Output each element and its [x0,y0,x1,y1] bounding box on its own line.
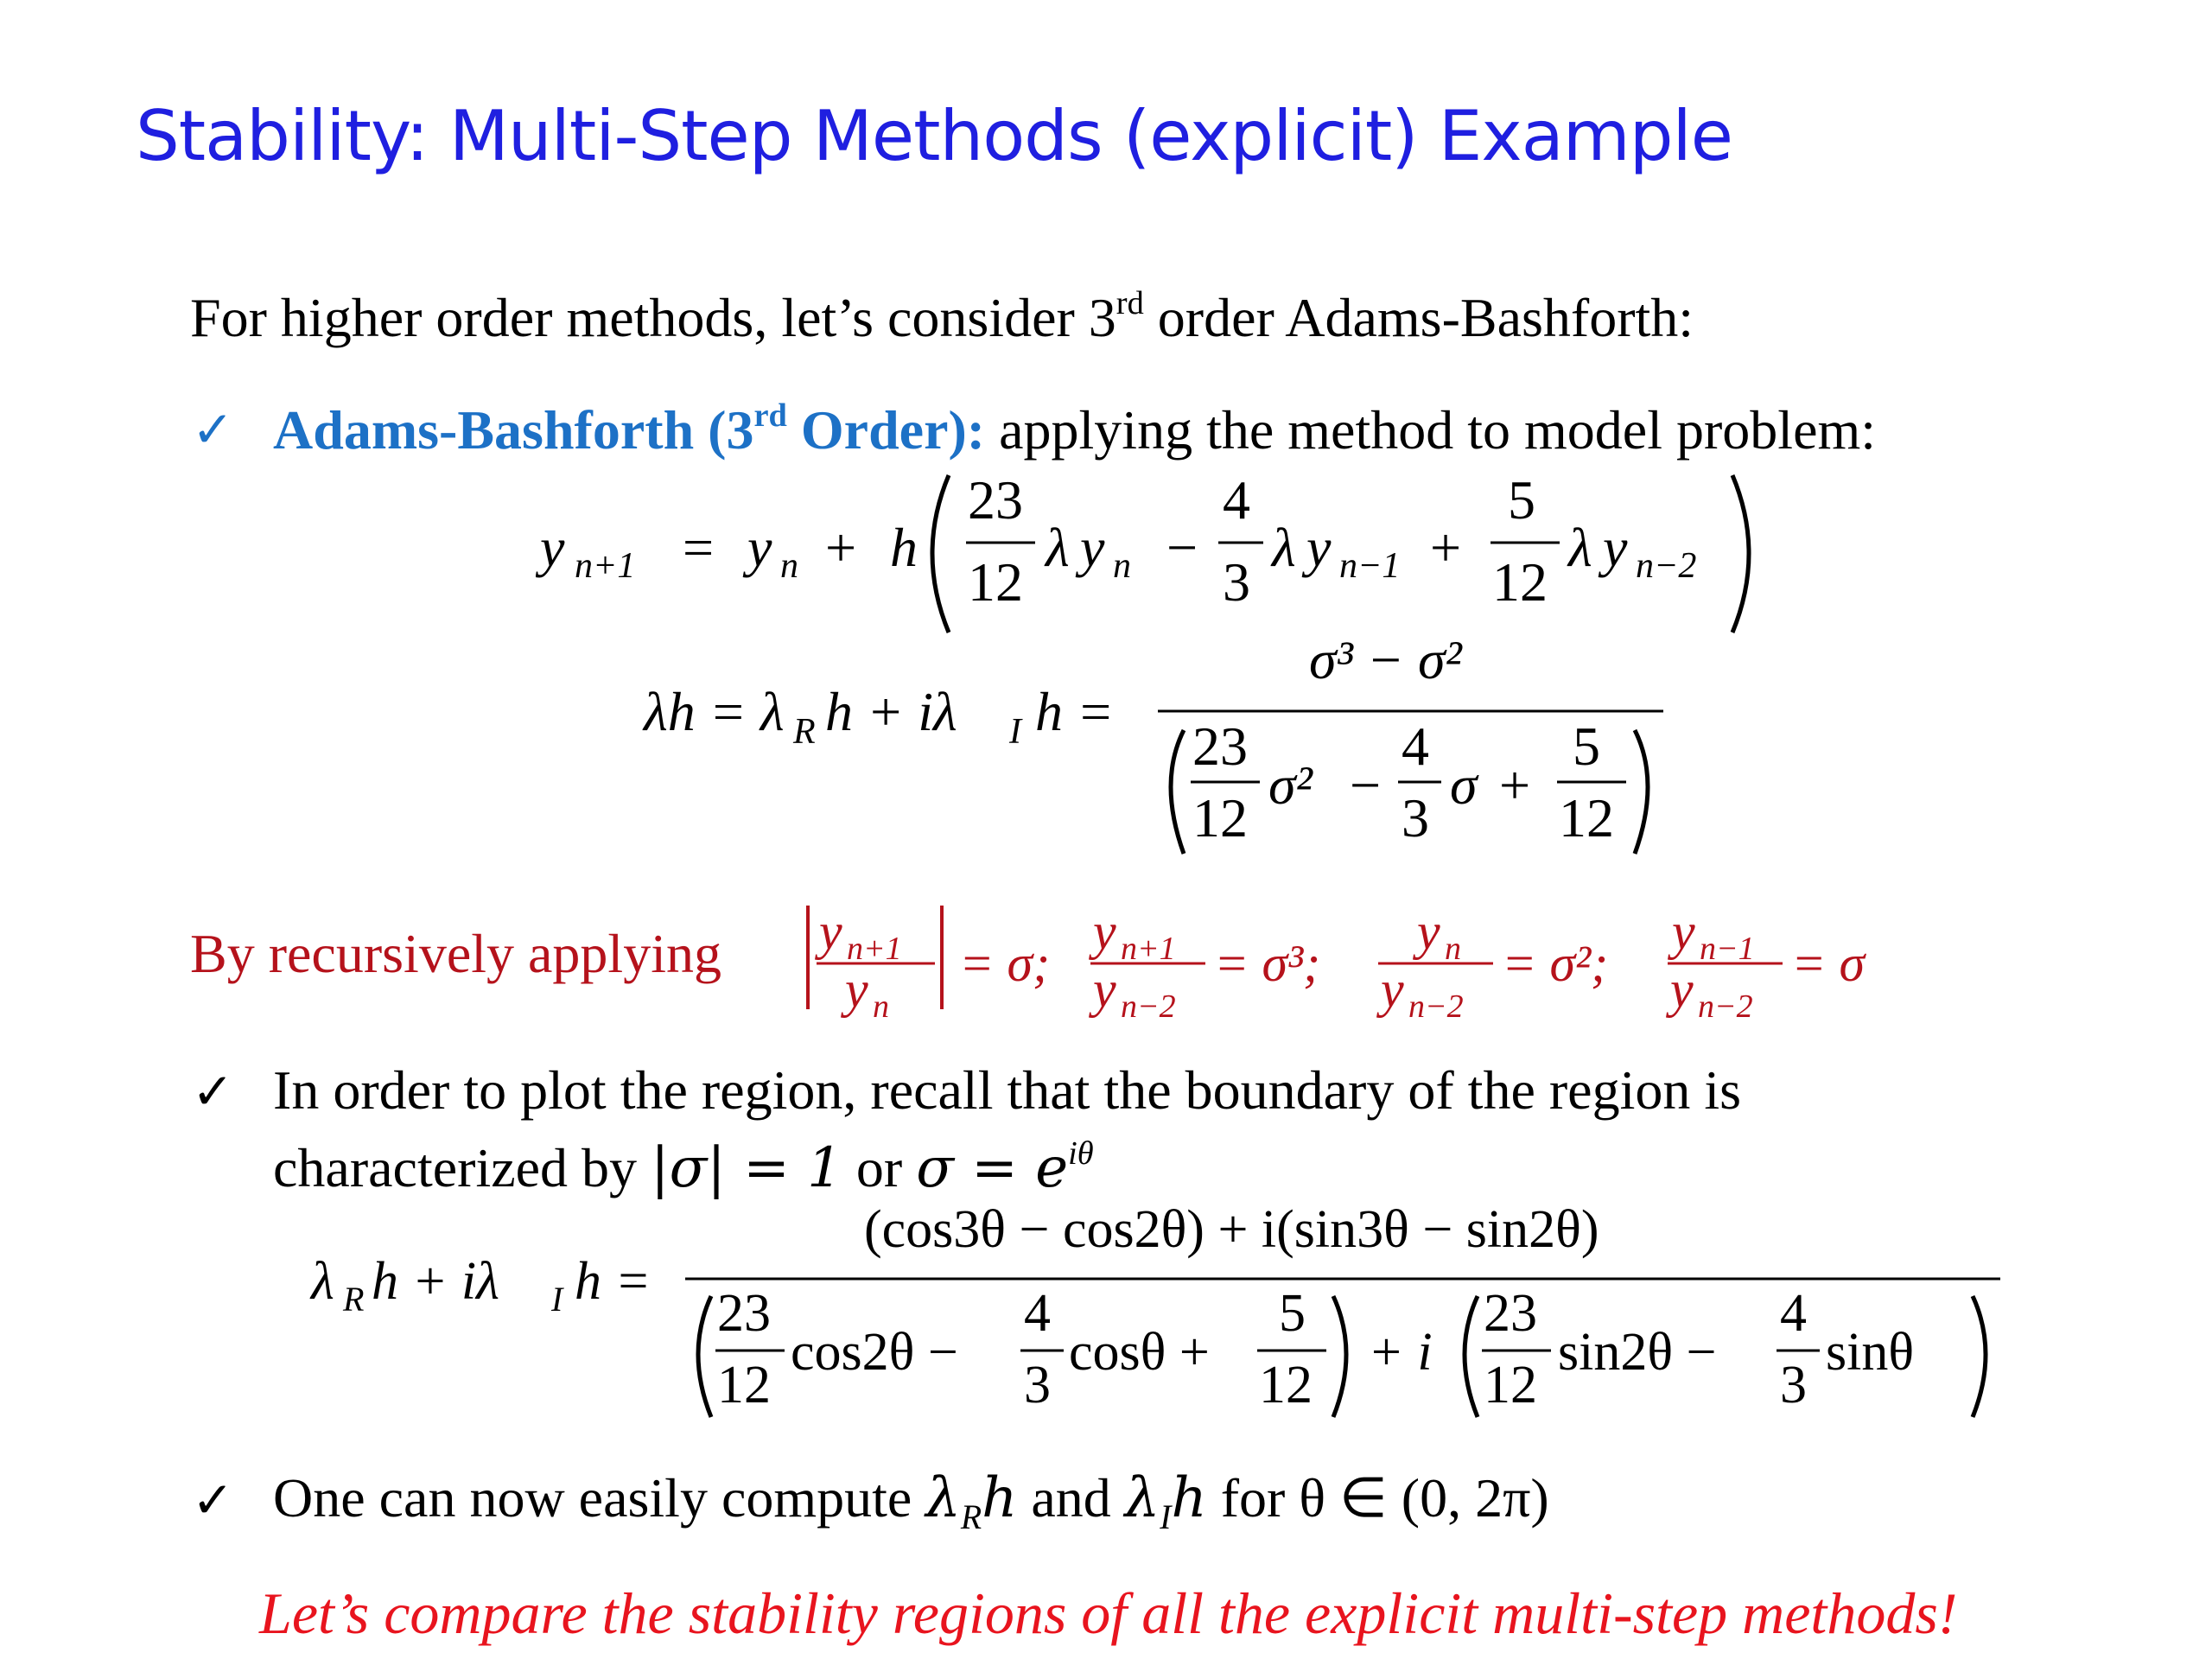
bullet3-m3: θ ∈ (0, 2π) [1299,1467,1549,1529]
bullet3-lead: One can now easily compute [273,1467,926,1529]
check-mark-icon: ✓ [192,1471,234,1529]
abs-num: y [819,903,842,960]
eq1-frac3-den: 12 [1492,551,1548,613]
eq-sigma3: = σ³; [1214,935,1321,992]
f1-num-sub: n+1 [1121,931,1176,967]
eq3-f4-den: 12 [1484,1356,1537,1414]
intro-before: For higher order methods, let’s consider 3 [190,287,1116,348]
f2-num: y [1417,903,1440,960]
bullet1-label-b: Order): [786,399,986,461]
eq-sigma2: = σ²; [1502,935,1609,992]
eq2-d-minus: − [1350,754,1382,816]
bullet1-label-sup: rd [753,397,787,434]
eq2-d-frac3-den: 12 [1559,787,1614,849]
eq1-right-paren [1732,475,1749,632]
eq2-numerator: σ³ − σ² [1309,639,1462,690]
eq3-f3-den: 12 [1259,1356,1313,1414]
eq1-frac3-num: 5 [1508,469,1535,531]
eq2-d-frac1-den: 12 [1192,787,1248,849]
eq3-lhs-end: h = [575,1252,652,1311]
eq1-lambda1: λ [1046,517,1070,578]
intro-sup: rd [1116,284,1144,321]
eq1-plus: + [825,517,857,578]
eq1-lambda2: λ [1272,517,1296,578]
equation-adams-bashforth [536,467,1849,639]
eq1-frac1-den: 12 [968,551,1023,613]
eq1-frac2-num: 4 [1223,469,1250,531]
eq3-f5-den: 3 [1780,1356,1807,1414]
eq1-y3: y [1603,517,1628,578]
bullet2-or: or [842,1137,917,1198]
eq2-lhs-mid: h + iλ [825,681,957,742]
f3-num-sub: n−1 [1700,931,1755,967]
bullet2-line2 [273,1134,1094,1203]
eq3-cos2: cos2θ − [791,1323,958,1382]
f3-den-sub: n−2 [1698,988,1753,1020]
eq3-numerator: (cos3θ − cos2θ) + i(sin3θ − sin2θ) [864,1200,1599,1259]
eq3-lhs-sub-r: R [343,1280,365,1319]
eq3-plus-i: + i [1368,1323,1433,1382]
eq3-f1-den: 12 [717,1356,771,1414]
f1-den: y [1093,961,1116,1018]
eq1-y-sub: n [780,546,798,586]
eq2-lhs: λh = λ [644,681,785,742]
bullet3-m2: λ [1124,1466,1160,1530]
bullet2-text: characterized by [273,1137,652,1198]
eq1-y2-sub: n−1 [1339,546,1401,586]
eq1-h: h [890,517,918,578]
bullet1-text [273,396,1876,465]
eq-sigma: = σ; [959,935,1051,992]
bullet3-m2-h: h [1171,1466,1207,1530]
f1-num: y [1093,903,1116,960]
eq2-left-paren [1171,730,1184,854]
eq2-lhs-sub-r: R [793,712,816,752]
eq2-lhs-sub-i: I [1009,712,1021,752]
bullet3-m1: λ [925,1466,961,1530]
eq3-lhs-sub-i: I [551,1280,563,1319]
bullet2-math1: |σ| = 1 [651,1136,842,1200]
eq1-lhs: y [540,517,565,578]
bullet3-for: for [1206,1467,1300,1529]
eq3-f1-num: 23 [717,1284,771,1343]
bullet2-sup: iθ [1068,1135,1094,1172]
eq3-lhs: λ [311,1252,334,1311]
bullet3-m2-sub: I [1160,1497,1172,1536]
eq1-frac1-num: 23 [968,469,1023,531]
eq3-f5-num: 4 [1780,1284,1807,1343]
eq3-f4-num: 23 [1484,1284,1537,1343]
eq1-lambda3: λ [1568,517,1592,578]
recursive-lead: By recursively applying [190,923,721,984]
intro-after: order Adams-Bashforth: [1143,287,1694,348]
bullet3-text [273,1464,1549,1539]
equation-lambda-h [639,639,1711,864]
eq1-plus2: + [1430,517,1462,578]
eq3-right-paren2 [1973,1296,1986,1417]
slide-title: Stability: Multi-Step Methods (explicit) Example [136,96,1732,176]
eq1-y1-sub: n [1113,546,1131,586]
eq2-d-frac2-den: 3 [1402,787,1429,849]
eq1-minus: − [1166,517,1198,578]
eq2-lhs-end: h = [1035,681,1115,742]
bullet2-line1: In order to plot the region, recall that the boundary of the region is [273,1059,1742,1121]
eq3-f2-num: 4 [1024,1284,1051,1343]
eq2-d-plus: + [1499,754,1531,816]
eq1-y3-sub: n−2 [1636,546,1697,586]
eq1-frac2-den: 3 [1223,551,1250,613]
eq1-lhs-sub: n+1 [575,546,636,586]
bullet3-and: and [1017,1467,1125,1529]
f3-num: y [1672,903,1695,960]
eq2-d-sigma: σ [1450,754,1478,816]
bullet1-label [273,399,985,461]
eq2-d-frac3-num: 5 [1573,715,1600,777]
eq2-d-frac1-num: 23 [1192,715,1248,777]
f3-den: y [1670,961,1694,1018]
bullet3-m1-sub: R [960,1497,982,1536]
eq3-f2-den: 3 [1024,1356,1051,1414]
eq3-lhs-mid: h + iλ [372,1252,499,1311]
eq1-y2: y [1306,517,1332,578]
bullet1-label-a: Adams-Bashforth (3 [273,399,754,461]
eq3-left-paren2 [1465,1296,1478,1417]
check-mark-icon: ✓ [192,400,234,459]
bullet3-m1-h: h [982,1466,1018,1530]
eq2-right-paren [1635,730,1648,854]
eq1-y1: y [1080,517,1105,578]
eq3-sin: sinθ [1826,1323,1915,1382]
bullet2-math2: σ = e [916,1136,1069,1200]
eq1-left-paren [932,475,949,632]
eq1-eq: = [683,517,715,578]
eq-sigma-end: = σ [1791,935,1866,992]
check-mark-icon: ✓ [192,1062,234,1121]
intro-text [190,283,1694,353]
eq3-right-paren1 [1333,1296,1346,1417]
abs-den-sub: n [873,988,889,1020]
f1-den-sub: n−2 [1121,988,1176,1020]
eq3-left-paren1 [698,1296,711,1417]
eq3-cos: cosθ + [1069,1323,1210,1382]
f2-num-sub: n [1445,931,1461,967]
bullet1-body: applying the method to model problem: [985,399,1877,461]
eq1-y: y [747,517,772,578]
eq3-f3-num: 5 [1279,1284,1306,1343]
equation-boundary [307,1197,2035,1421]
recursive-relations [795,899,1936,1020]
footer-callout: Let’s compare the stability regions of all the explicit multi-step methods! [259,1580,1958,1646]
eq3-sin2: sin2θ − [1558,1323,1717,1382]
eq2-d-sigma2: σ² [1268,754,1313,816]
eq2-d-frac2-num: 4 [1402,715,1429,777]
abs-den: y [845,961,868,1018]
abs-num-sub: n+1 [847,931,902,967]
f2-den: y [1381,961,1404,1018]
f2-den-sub: n−2 [1408,988,1464,1020]
